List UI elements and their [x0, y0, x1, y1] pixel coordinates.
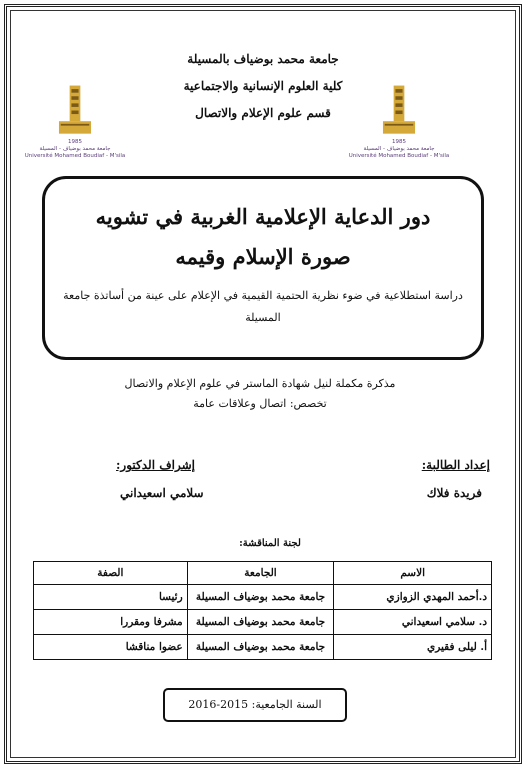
table-header-row	[34, 562, 492, 585]
thesis-info	[60, 374, 460, 414]
tower-icon	[45, 82, 105, 139]
title-box	[42, 176, 484, 360]
committee-table	[33, 561, 492, 660]
thesis-statement: مذكرة مكملة لنيل شهادة الماستر في علوم الإعلام والاتصال	[124, 377, 396, 390]
logo-caption-ar: جامعة محمد بوضياف - المسيلة	[363, 146, 435, 152]
logo-caption-en: Université Mohamed Boudiaf - M'sila	[24, 153, 126, 159]
institution-header	[140, 46, 386, 127]
table-row	[34, 585, 492, 610]
member-name: أ. ليلى فقيري	[334, 635, 492, 660]
university-name: جامعة محمد بوضياف بالمسيلة	[187, 52, 339, 66]
member-role: عضوا مناقشا	[34, 635, 188, 660]
member-university: جامعة محمد بوضياف المسيلة	[187, 635, 334, 660]
header-name: الاسم	[334, 562, 492, 585]
header-role: الصفة	[34, 562, 188, 585]
subtitle: دراسة استطلاعية في ضوء نظرية الحتمية القيمية في الإعلام على عينة من أساتذة جامعة المسيلة	[63, 289, 463, 324]
department-name: قسم علوم الإعلام والاتصال	[195, 106, 331, 120]
supervisor-label: إشراف الدكتور:	[116, 458, 196, 472]
member-role: مشرفا ومقررا	[34, 610, 188, 635]
member-name: د.أحمد المهدي الزوازي	[334, 585, 492, 610]
specialization: تخصص: اتصال وعلاقات عامة	[193, 397, 327, 410]
logo-caption-en: Université Mohamed Boudiaf - M'sila	[348, 153, 450, 159]
committee-label: لجنة المناقشة:	[239, 538, 301, 549]
logo-caption-ar: جامعة محمد بوضياف - المسيلة	[39, 146, 111, 152]
university-logo-left	[24, 82, 126, 160]
table-row	[34, 635, 492, 660]
table-row	[34, 610, 492, 635]
faculty-name: كلية العلوم الإنسانية والاجتماعية	[183, 79, 343, 93]
logo-year: 1985	[392, 139, 406, 145]
member-role: رئيسا	[34, 585, 188, 610]
student-name: فريدة فلاك	[426, 486, 482, 500]
prepared-by-label: إعداد الطالبة:	[421, 458, 490, 472]
member-university: جامعة محمد بوضياف المسيلة	[187, 610, 334, 635]
title-line-1: دور الدعاية الإعلامية الغربية في تشويه	[95, 204, 431, 229]
title-line-2: صورة الإسلام وقيمه	[175, 244, 351, 269]
member-university: جامعة محمد بوضياف المسيلة	[187, 585, 334, 610]
supervisor-name: سلامي اسعيداني	[120, 486, 204, 500]
header-university: الجامعة	[187, 562, 334, 585]
logo-year: 1985	[68, 139, 82, 145]
member-name: د. سلامي اسعيداني	[334, 610, 492, 635]
academic-year: السنة الجامعية: 2015-2016	[163, 688, 347, 722]
